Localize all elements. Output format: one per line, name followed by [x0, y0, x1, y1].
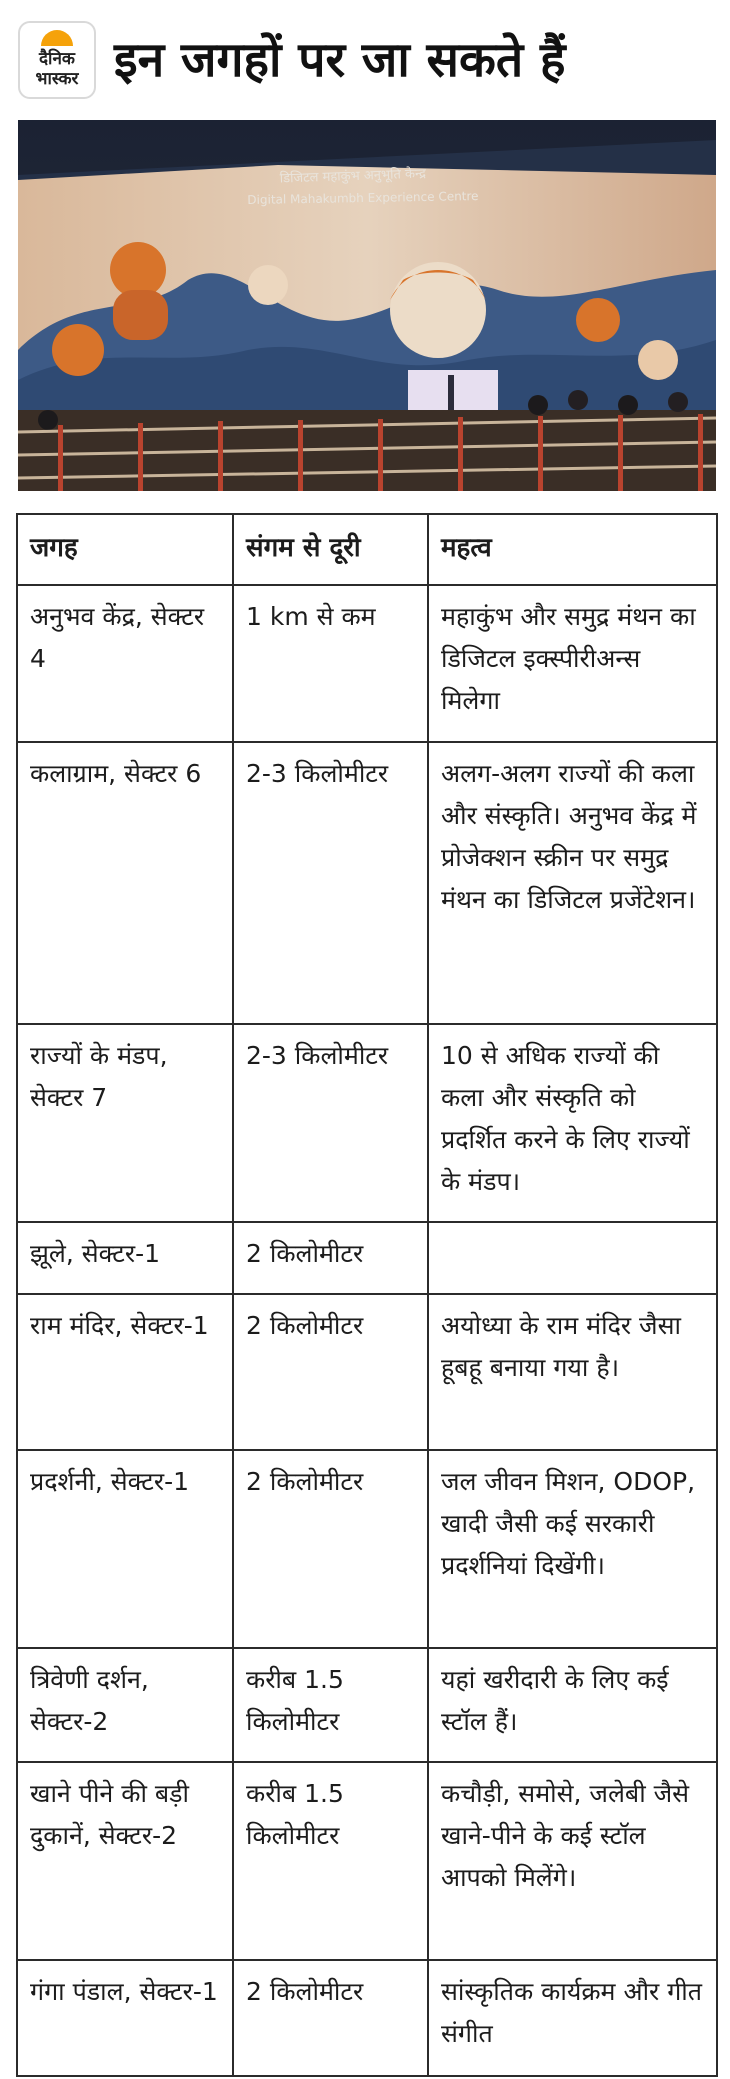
cell-distance: 2 किलोमीटर	[233, 1294, 428, 1450]
table-row	[17, 742, 717, 1024]
cell-place: राज्यों के मंडप, सेक्टर 7	[17, 1024, 233, 1222]
cell-place: झूले, सेक्टर-1	[17, 1222, 233, 1294]
page-title: इन जगहों पर जा सकते हैं	[114, 32, 566, 88]
cell-importance	[428, 1222, 717, 1294]
cell-distance: 2 किलोमीटर	[233, 1222, 428, 1294]
cell-distance: 2-3 किलोमीटर	[233, 1024, 428, 1222]
cell-importance: 10 से अधिक राज्यों की कला और संस्कृति को प्रदर्शित करने के लिए राज्यों के मंडप।	[428, 1024, 717, 1222]
table-row	[17, 1762, 717, 1960]
cell-distance: 1 km से कम	[233, 585, 428, 742]
header	[0, 0, 730, 110]
cell-place: अनुभव केंद्र, सेक्टर 4	[17, 585, 233, 742]
header-importance: महत्व	[428, 514, 717, 585]
sun-icon	[41, 30, 73, 46]
table-row	[17, 1648, 717, 1762]
logo-line2: भास्कर	[35, 69, 79, 89]
cell-importance: यहां खरीदारी के लिए कई स्टॉल हैं।	[428, 1648, 717, 1762]
table-row	[17, 1222, 717, 1294]
cell-distance: करीब 1.5 किलोमीटर	[233, 1762, 428, 1960]
cell-importance: अलग-अलग राज्यों की कला और संस्कृति। अनुभव केंद्र में प्रोजेक्शन स्क्रीन पर समुद्र मंथन का डिजिटल प्रजेंटेशन।	[428, 742, 717, 1024]
experience-centre-photo	[18, 120, 716, 491]
cell-importance: सांस्कृतिक कार्यक्रम और गीत संगीत	[428, 1960, 717, 2076]
cell-importance: कचौड़ी, समोसे, जलेबी जैसे खाने-पीने के कई स्टॉल आपको मिलेंगे।	[428, 1762, 717, 1960]
table-row	[17, 1024, 717, 1222]
table-row	[17, 1450, 717, 1648]
cell-distance: 2 किलोमीटर	[233, 1960, 428, 2076]
header-place: जगह	[17, 514, 233, 585]
cell-importance: जल जीवन मिशन, ODOP, खादी जैसी कई सरकारी प्रदर्शनियां दिखेंगी।	[428, 1450, 717, 1648]
table-row	[17, 1294, 717, 1450]
table-header-row	[17, 514, 717, 585]
logo-line1: दैनिक	[39, 49, 75, 69]
sign-english: Digital Mahakumbh Experience Centre	[247, 188, 479, 208]
cell-place: गंगा पंडाल, सेक्टर-1	[17, 1960, 233, 2076]
cell-importance: अयोध्या के राम मंदिर जैसा हूबहू बनाया गया है।	[428, 1294, 717, 1450]
cell-place: राम मंदिर, सेक्टर-1	[17, 1294, 233, 1450]
cell-place: खाने पीने की बड़ी दुकानें, सेक्टर-2	[17, 1762, 233, 1960]
table-row	[17, 1960, 717, 2076]
photo-illustration	[18, 120, 716, 491]
cell-importance: महाकुंभ और समुद्र मंथन का डिजिटल इक्स्पीरीअन्स मिलेगा	[428, 585, 717, 742]
cell-place: कलाग्राम, सेक्टर 6	[17, 742, 233, 1024]
places-table-wrap	[16, 513, 716, 2077]
cell-distance: 2-3 किलोमीटर	[233, 742, 428, 1024]
places-table	[16, 513, 718, 2077]
sign-hindi: डिजिटल महाकुंभ अनुभूति केन्द्र	[279, 166, 427, 187]
dainik-bhaskar-logo[interactable]	[18, 21, 96, 99]
cell-distance: करीब 1.5 किलोमीटर	[233, 1648, 428, 1762]
cell-place: प्रदर्शनी, सेक्टर-1	[17, 1450, 233, 1648]
cell-distance: 2 किलोमीटर	[233, 1450, 428, 1648]
table-row	[17, 585, 717, 742]
header-distance: संगम से दूरी	[233, 514, 428, 585]
cell-place: त्रिवेणी दर्शन, सेक्टर-2	[17, 1648, 233, 1762]
